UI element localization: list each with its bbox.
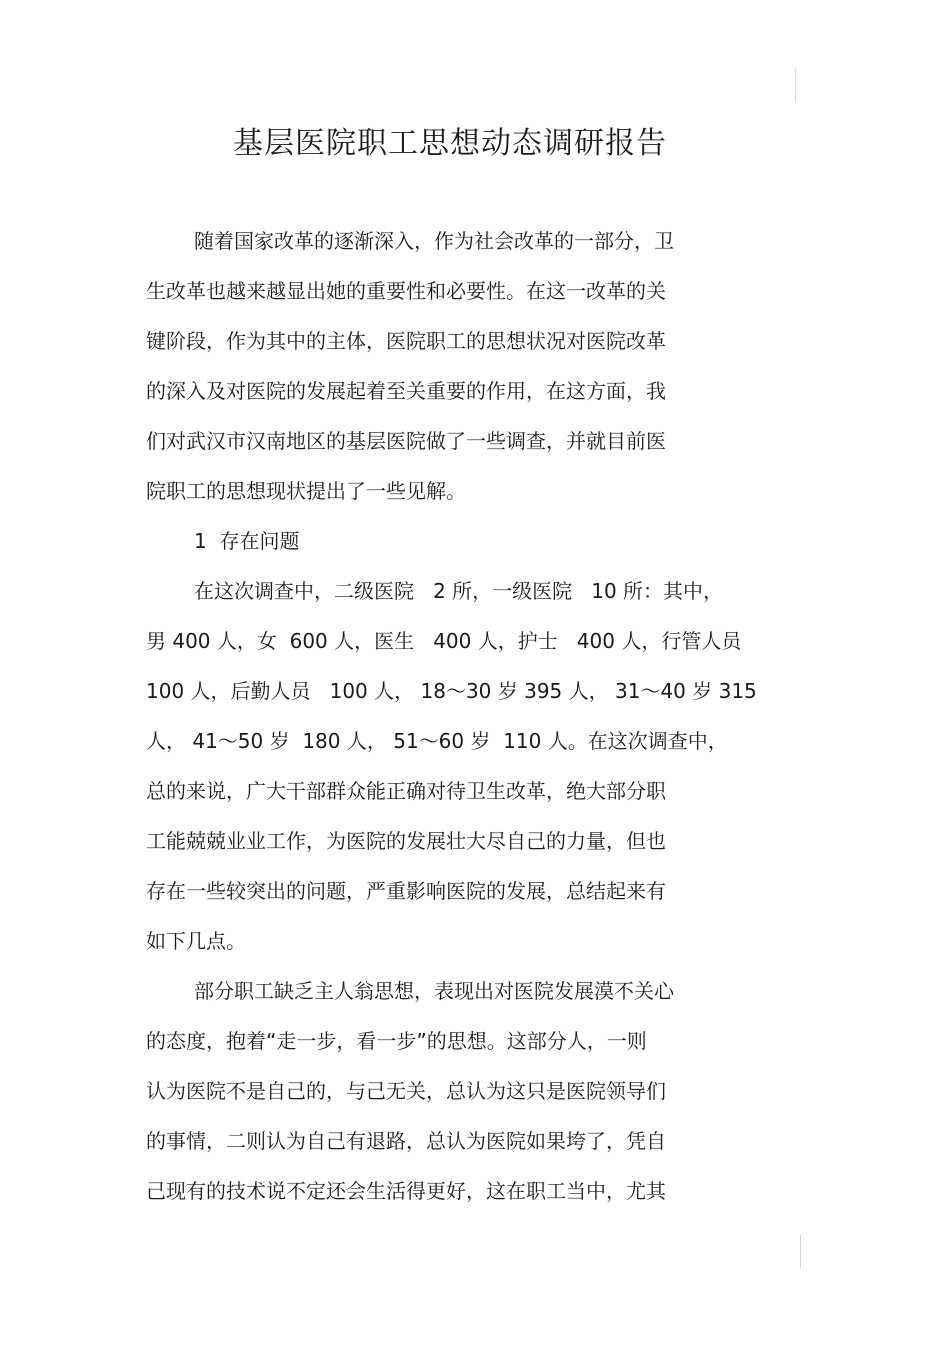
section-heading: 1 存在问题 — [194, 529, 300, 553]
paragraph-line: 生改革也越来越显出她的重要性和必要性。在这一改革的关 — [146, 279, 666, 303]
margin-mark-top — [795, 68, 796, 101]
paragraph-line: 100 人，后勤人员 100 人， 18～30 岁 395 人， 31～40 岁 315 — [146, 679, 757, 703]
paragraph-line: 男 400 人，女 600 人，医生 400 人，护士 400 人，行管人员 — [146, 629, 742, 653]
paragraph-line: 总的来说，广大干部群众能正确对待卫生改革，绝大部分职 — [146, 779, 666, 803]
paragraph-line: 在这次调查中，二级医院 2 所，一级医院 10 所：其中， — [194, 579, 724, 603]
paragraph-line: 院职工的思想现状提出了一些见解。 — [146, 479, 466, 503]
paragraph-line: 的深入及对医院的发展起着至关重要的作用，在这方面，我 — [146, 379, 666, 403]
paragraph-line: 的事情，二则认为自己有退路，总认为医院如果垮了，凭自 — [146, 1129, 666, 1153]
document-body — [146, 216, 757, 1216]
margin-mark-bottom — [800, 1234, 801, 1269]
paragraph-line: 存在一些较突出的问题，严重影响医院的发展，总结起来有 — [146, 879, 666, 903]
document-title: 基层医院职工思想动态调研报告 — [233, 126, 667, 161]
paragraph-line: 键阶段，作为其中的主体，医院职工的思想状况对医院改革 — [146, 329, 666, 353]
paragraph-line: 随着国家改革的逐渐深入，作为社会改革的一部分，卫 — [194, 229, 674, 253]
paragraph-line: 工能兢兢业业工作，为医院的发展壮大尽自己的力量，但也 — [146, 829, 666, 853]
paragraph-line: 如下几点。 — [146, 929, 246, 953]
paragraph-line: 们对武汉市汉南地区的基层医院做了一些调查，并就目前医 — [146, 429, 666, 453]
paragraph-line: 认为医院不是自己的，与己无关，总认为这只是医院领导们 — [146, 1079, 666, 1103]
paragraph-line: 己现有的技术说不定还会生活得更好，这在职工当中，尤其 — [146, 1179, 666, 1203]
paragraph-line: 部分职工缺乏主人翁思想，表现出对医院发展漠不关心 — [194, 979, 674, 1003]
paragraph-line: 人， 41～50 岁 180 人， 51～60 岁 110 人。在这次调查中， — [146, 729, 728, 753]
paragraph-line: 的态度，抱着“走一步，看一步”的思想。这部分人，一则 — [146, 1029, 647, 1053]
